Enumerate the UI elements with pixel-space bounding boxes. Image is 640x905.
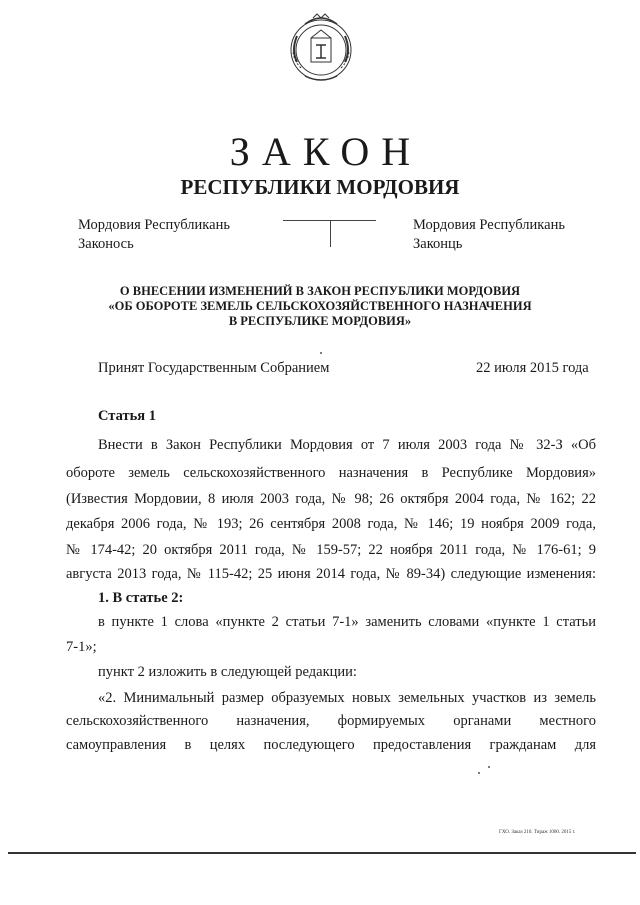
article-line: «2. Минимальный размер образуемых новых земельных участков из земель: [98, 690, 596, 706]
law-title: ЗАКОН: [229, 129, 423, 174]
article-line: самоуправления в целях последующего предоставления гражданам для: [66, 737, 596, 753]
law-heading-line: О ВНЕСЕНИИ ИЗМЕНЕНИЙ В ЗАКОН РЕСПУБЛИКИ МОРДОВИЯ: [119, 284, 521, 298]
article-line: сельскохозяйственного назначения, формируемых органами местного: [66, 713, 596, 729]
article-line: (Известия Мордовии, 8 июля 2003 года, № 98; 26 октября 2004 года, № 162; 22: [66, 491, 596, 507]
article-line: пункт 2 изложить в следующей редакции:: [98, 664, 357, 680]
coat-of-arms-emblem: [283, 10, 359, 86]
law-title-left-mordovian: [78, 216, 230, 254]
print-code: ГХО. Заказ 210. Тираж 1000. 2015 г.: [499, 830, 576, 835]
law-title-right-mordovian: [413, 216, 565, 254]
article-title: Статья 1: [98, 408, 156, 424]
law-left-line: Законось: [78, 236, 134, 252]
law-right-line: Мордовия Республикань: [413, 217, 565, 233]
law-heading-line: «ОБ ОБОРОТЕ ЗЕМЕЛЬ СЕЛЬСКОХОЗЯЙСТВЕННОГО НАЗНАЧЕНИЯ: [108, 299, 532, 313]
article-line: Внести в Закон Республики Мордовия от 7 июля 2003 года № 32-З «Об: [98, 437, 596, 453]
law-left-line: Мордовия Республикань: [78, 217, 230, 233]
scan-speck: [320, 352, 322, 354]
article-line: № 174-42; 20 октября 2011 года, № 159-57; 22 ноября 2011 года, № 176-61; 9: [66, 542, 596, 558]
scan-speck: [488, 766, 490, 768]
bottom-rule: [8, 852, 636, 854]
article-line-bold: 1. В статье 2:: [98, 590, 184, 606]
adoption-date: 22 июля 2015 года: [476, 360, 589, 376]
article-line: в пункте 1 слова «пункте 2 статьи 7-1» заменить словами «пункте 1 статьи: [98, 614, 596, 630]
law-heading-line: В РЕСПУБЛИКЕ МОРДОВИЯ»: [228, 314, 412, 328]
law-heading: [90, 284, 550, 329]
law-right-line: Законць: [413, 236, 463, 252]
article-line: декабря 2006 года, № 193; 26 сентября 2008 года, № 146; 19 ноября 2009 года,: [66, 516, 596, 532]
header-divider-vertical: [330, 220, 331, 247]
law-subtitle: РЕСПУБЛИКИ МОРДОВИЯ: [180, 175, 460, 199]
article-line: [98, 590, 183, 607]
article-line: 7-1»;: [66, 639, 97, 655]
article-line: обороте земель сельскохозяйственного назначения в Республике Мордовия»: [66, 465, 596, 481]
scan-speck: [478, 772, 480, 774]
article-line: августа 2013 года, № 115-42; 25 июня 2014 года, № 89-34) следующие изменения:: [66, 566, 596, 582]
adopted-by: Принят Государственным Собранием: [98, 360, 330, 376]
